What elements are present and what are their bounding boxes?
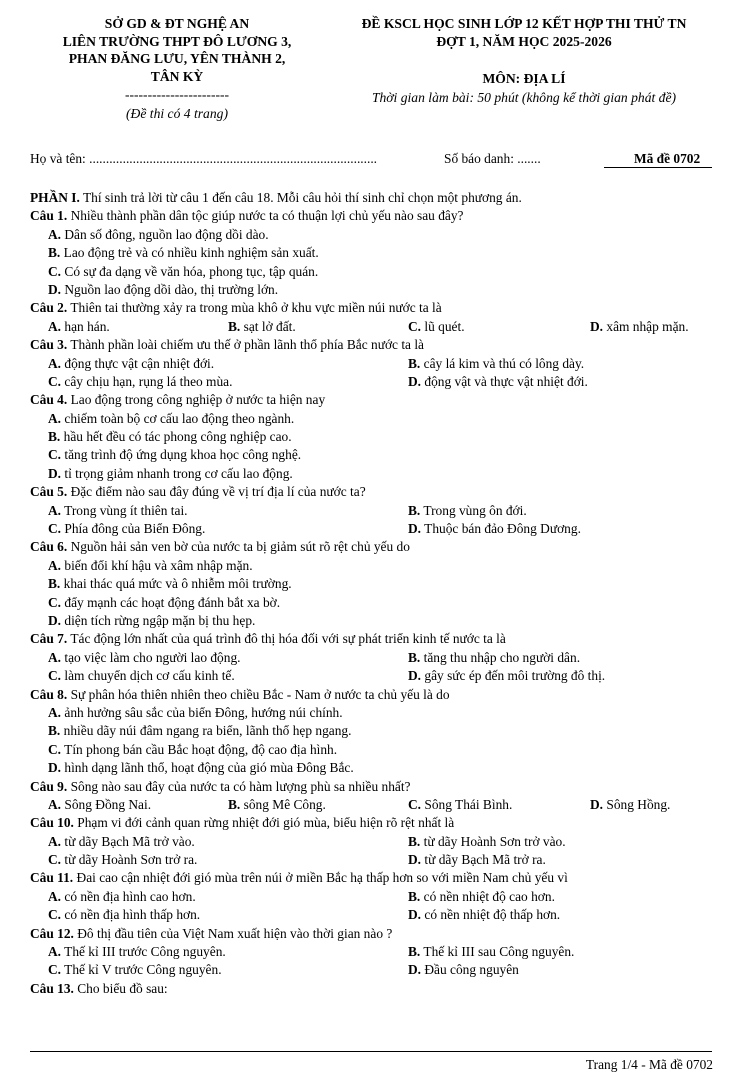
question-text: Nguồn hải sản ven bờ của nước ta bị giảm sút rõ rệt chủ yếu do — [67, 539, 410, 555]
option-text: Phía đông của Biển Đông. — [64, 521, 206, 537]
school-name-line-2: PHAN ĐĂNG LƯU, YÊN THÀNH 2, — [68, 51, 286, 66]
answer-option[interactable] — [48, 502, 188, 520]
option-text: Nguồn lao động dồi dào, thị trường lớn. — [64, 281, 279, 297]
question-number: Câu 11. — [30, 870, 74, 886]
option-letter: D. — [408, 962, 422, 978]
answer-option[interactable] — [48, 851, 197, 869]
candidate-number-field: Số báo danh: ....... — [444, 151, 541, 166]
option-row — [30, 465, 720, 483]
answer-option[interactable] — [408, 649, 580, 667]
option-letter: B. — [408, 502, 421, 518]
option-text: Thế kỉ III sau Công nguyên. — [423, 944, 575, 960]
question-number: Câu 2. — [30, 300, 68, 316]
option-text: hầu hết đều có tác phong công nghiệp cao. — [63, 429, 292, 445]
question-number: Câu 12. — [30, 925, 74, 941]
answer-option[interactable] — [48, 558, 253, 573]
option-text: biến đổi khí hậu và xâm nhập mặn. — [64, 557, 253, 573]
option-letter: A. — [48, 888, 62, 904]
exam-duration: Thời gian làm bài: 50 phút (không kể thời gian phát đề) — [371, 89, 677, 105]
option-row — [30, 667, 720, 685]
page-footer: Trang 1/4 - Mã đề 0702 — [585, 1057, 713, 1072]
option-letter: B. — [48, 429, 61, 445]
answer-option[interactable] — [408, 833, 566, 851]
option-text: làm chuyển dịch cơ cấu kinh tế. — [64, 668, 235, 684]
answer-option[interactable] — [408, 906, 560, 924]
question-number: Câu 13. — [30, 980, 74, 996]
option-text: chiếm toàn bộ cơ cấu lao động theo ngành. — [64, 410, 295, 426]
school-name-line-1: LIÊN TRƯỜNG THPT ĐÔ LƯƠNG 3, — [62, 33, 292, 49]
option-text: có nền nhiệt độ cao hơn. — [423, 888, 555, 904]
option-text: có nền nhiệt độ thấp hơn. — [424, 907, 561, 923]
page-count-note: (Đề thi có 4 trang) — [126, 106, 228, 121]
question-stem — [30, 778, 720, 796]
option-text: khai thác quá mức và ô nhiễm môi trường. — [63, 576, 292, 592]
option-row — [30, 888, 720, 906]
option-row — [30, 520, 720, 538]
option-row — [30, 851, 720, 869]
answer-option[interactable] — [48, 943, 226, 961]
question-text: Đặc điểm nào sau đây đúng về vị trí địa lí của nước ta? — [67, 484, 366, 500]
option-text: Đầu công nguyên — [424, 962, 519, 978]
answer-option[interactable] — [48, 282, 278, 297]
option-text: sông Mê Công. — [243, 796, 326, 812]
answer-option[interactable] — [590, 318, 689, 336]
answer-option[interactable] — [408, 355, 584, 373]
option-row — [30, 575, 720, 593]
answer-option[interactable] — [48, 796, 151, 814]
answer-option[interactable] — [48, 411, 294, 426]
header-divider: ----------------------- — [124, 87, 230, 102]
option-row — [30, 263, 720, 281]
school-name-line-3: TÂN KỲ — [150, 68, 204, 84]
option-row — [30, 796, 720, 814]
exam-round: ĐỢT 1, NĂM HỌC 2025-2026 — [436, 33, 612, 49]
answer-option[interactable] — [48, 613, 255, 628]
school-header — [22, 15, 332, 123]
option-text: tăng trình độ ứng dụng khoa học công nghệ. — [64, 447, 302, 463]
exam-code: Mã đề 0702 — [604, 150, 712, 168]
option-row — [30, 741, 720, 759]
option-letter: C. — [48, 447, 62, 463]
option-text: Tín phong bán cầu Bắc hoạt động, độ cao địa hình. — [64, 741, 338, 757]
option-text: Thế kỉ V trước Công nguyên. — [64, 962, 222, 978]
question-stem — [30, 925, 720, 943]
answer-option[interactable] — [48, 888, 196, 906]
option-row — [30, 281, 720, 299]
answer-option[interactable] — [48, 595, 280, 610]
option-text: diện tích rừng ngập mặn bị thu hẹp. — [64, 612, 256, 628]
option-text: Thế kỉ III trước Công nguyên. — [64, 944, 226, 960]
option-row — [30, 502, 720, 520]
option-text: hạn hán. — [64, 318, 110, 334]
option-row — [30, 612, 720, 630]
answer-option[interactable] — [48, 245, 319, 260]
option-row — [30, 594, 720, 612]
option-letter: A. — [48, 796, 62, 812]
option-letter: B. — [48, 245, 61, 261]
question-stem — [30, 207, 720, 225]
question-number: Câu 4. — [30, 392, 68, 408]
answer-option[interactable] — [48, 760, 354, 775]
option-letter: C. — [48, 521, 62, 537]
exam-title: ĐỀ KSCL HỌC SINH LỚP 12 KẾT HỢP THI THỬ TN — [361, 16, 687, 31]
answer-option[interactable] — [48, 667, 235, 685]
option-text: Dân số đông, nguồn lao động dồi dào. — [64, 226, 269, 242]
answer-option[interactable] — [48, 576, 292, 591]
option-letter: B. — [48, 723, 61, 739]
option-text: cây chịu hạn, rụng lá theo mùa. — [64, 373, 233, 389]
option-row — [30, 704, 720, 722]
answer-option[interactable] — [48, 227, 269, 242]
candidate-name-field: Họ và tên: ...................................................................................... — [30, 151, 378, 166]
answer-option[interactable] — [48, 705, 343, 720]
option-text: Lao động trẻ và có nhiều kinh nghiệm sản xuất. — [63, 245, 319, 261]
option-letter: C. — [48, 668, 62, 684]
question-stem — [30, 980, 720, 998]
option-letter: B. — [48, 576, 61, 592]
answer-option[interactable] — [590, 796, 670, 814]
option-row — [30, 759, 720, 777]
option-text: động thực vật cận nhiệt đới. — [64, 355, 215, 371]
option-letter: C. — [48, 852, 62, 868]
option-row — [30, 428, 720, 446]
part-instruction — [30, 189, 720, 207]
option-row — [30, 649, 720, 667]
option-text: hình dạng lãnh thổ, hoạt động của gió mùa Đông Bắc. — [64, 760, 354, 776]
answer-option[interactable] — [408, 961, 519, 979]
option-text: có nền địa hình thấp hơn. — [64, 907, 201, 923]
option-letter: A. — [48, 557, 62, 573]
option-letter: D. — [408, 668, 422, 684]
answer-option[interactable] — [48, 355, 214, 373]
option-text: sạt lở đất. — [243, 318, 296, 334]
question-text: Sông nào sau đây của nước ta có hàm lượng phù sa nhiều nhất? — [67, 778, 411, 794]
answer-option[interactable] — [228, 318, 296, 336]
option-letter: C. — [48, 373, 62, 389]
answer-option[interactable] — [228, 796, 326, 814]
exam-header — [318, 15, 730, 106]
option-row — [30, 722, 720, 740]
question-stem — [30, 538, 720, 556]
option-text: lũ quét. — [424, 318, 465, 334]
option-letter: B. — [408, 888, 421, 904]
option-text: có nền địa hình cao hơn. — [64, 888, 196, 904]
option-row — [30, 410, 720, 428]
option-row — [30, 355, 720, 373]
option-letter: C. — [48, 907, 62, 923]
option-letter: A. — [48, 649, 62, 665]
part-text: Thí sinh trả lời từ câu 1 đến câu 18. Mỗi câu hỏi thí sinh chỉ chọn một phương án. — [79, 190, 522, 205]
option-letter: A. — [48, 226, 62, 242]
option-text: Sông Hồng. — [606, 796, 671, 812]
option-letter: A. — [48, 410, 62, 426]
answer-option[interactable] — [48, 742, 337, 757]
option-row — [30, 906, 720, 924]
option-letter: C. — [48, 962, 62, 978]
question-text: Thiên tai thường xảy ra trong mùa khô ở khu vực miền núi nước ta là — [67, 300, 442, 316]
option-letter: B. — [228, 796, 241, 812]
answer-option[interactable] — [408, 943, 574, 961]
question-text: Thành phần loài chiếm ưu thế ở phần lãnh thổ phía Bắc nước ta là — [67, 337, 424, 353]
question-number: Câu 1. — [30, 208, 68, 224]
option-letter: D. — [408, 907, 422, 923]
option-letter: A. — [48, 355, 62, 371]
question-number: Câu 7. — [30, 631, 68, 647]
option-letter: D. — [48, 760, 62, 776]
question-stem — [30, 630, 720, 648]
option-letter: B. — [408, 649, 421, 665]
option-text: gây sức ép đến môi trường đô thị. — [424, 668, 606, 684]
option-letter: B. — [408, 355, 421, 371]
question-text: Nhiều thành phần dân tộc giúp nước ta có thuận lợi chủ yếu nào sau đây? — [67, 208, 464, 224]
footer-divider — [30, 1051, 712, 1052]
option-letter: D. — [408, 521, 422, 537]
question-number: Câu 5. — [30, 484, 68, 500]
option-letter: D. — [590, 796, 604, 812]
option-letter: B. — [408, 833, 421, 849]
question-text: Lao động trong công nghiệp ở nước ta hiện nay — [67, 392, 326, 408]
option-text: từ dãy Bạch Mã trở ra. — [424, 852, 546, 868]
question-number: Câu 8. — [30, 686, 68, 702]
exam-content — [30, 189, 720, 998]
option-text: Sông Đồng Nai. — [64, 796, 152, 812]
option-letter: D. — [408, 852, 422, 868]
answer-option[interactable] — [408, 667, 605, 685]
question-text: Đai cao cận nhiệt đới gió mùa trên núi ở miền Bắc hạ thấp hơn so với miền Nam chủ yếu vì — [73, 870, 568, 886]
answer-option[interactable] — [408, 502, 527, 520]
option-letter: A. — [48, 944, 62, 960]
answer-option[interactable] — [48, 429, 292, 444]
option-text: ảnh hưởng sâu sắc của biển Đông, hướng núi chính. — [64, 704, 343, 720]
answer-option[interactable] — [48, 723, 351, 738]
option-text: động vật và thực vật nhiệt đới. — [424, 373, 588, 389]
option-text: tạo việc làm cho người lao động. — [64, 649, 241, 665]
option-row — [30, 244, 720, 262]
option-letter: C. — [48, 263, 62, 279]
option-text: nhiều dãy núi đâm ngang ra biển, lãnh thổ hẹp ngang. — [63, 723, 352, 739]
answer-option[interactable] — [48, 264, 318, 279]
option-row — [30, 318, 720, 336]
option-row — [30, 557, 720, 575]
answer-option[interactable] — [48, 466, 293, 481]
answer-option[interactable] — [48, 833, 195, 851]
option-text: từ dãy Hoành Sơn trở vào. — [423, 833, 566, 849]
option-row — [30, 446, 720, 464]
option-letter: C. — [48, 741, 62, 757]
option-row — [30, 943, 720, 961]
option-text: Trong vùng ôn đới. — [423, 502, 527, 518]
question-number: Câu 3. — [30, 337, 68, 353]
answer-option[interactable] — [48, 373, 232, 391]
option-letter: C. — [408, 318, 422, 334]
option-letter: C. — [408, 796, 422, 812]
exam-subject: MÔN: ĐỊA LÍ — [482, 71, 566, 86]
option-letter: D. — [48, 612, 62, 628]
option-text: cây lá kim và thú có lông dày. — [423, 355, 585, 371]
option-row — [30, 226, 720, 244]
answer-option[interactable] — [48, 649, 241, 667]
question-stem — [30, 336, 720, 354]
answer-option[interactable] — [48, 447, 301, 462]
option-text: đẩy mạnh các hoạt động đánh bắt xa bờ. — [64, 594, 281, 610]
answer-option[interactable] — [48, 318, 110, 336]
option-letter: B. — [408, 944, 421, 960]
department-name: SỞ GD & ĐT NGHỆ AN — [104, 16, 250, 31]
option-text: tăng thu nhập cho người dân. — [423, 649, 581, 665]
option-row — [30, 833, 720, 851]
question-number: Câu 10. — [30, 815, 74, 831]
option-letter: A. — [48, 502, 62, 518]
answer-option[interactable] — [408, 318, 465, 336]
option-row — [30, 961, 720, 979]
option-text: Trong vùng ít thiên tai. — [64, 502, 188, 518]
question-stem — [30, 686, 720, 704]
option-letter: A. — [48, 833, 62, 849]
option-letter: D. — [590, 318, 604, 334]
answer-option[interactable] — [408, 520, 581, 538]
answer-option[interactable] — [408, 373, 588, 391]
option-letter: B. — [228, 318, 241, 334]
option-text: tỉ trọng giảm nhanh trong cơ cấu lao động. — [64, 465, 293, 481]
question-text: Sự phân hóa thiên nhiên theo chiều Bắc - Nam ở nước ta chủ yếu là do — [67, 686, 450, 702]
option-letter: A. — [48, 318, 62, 334]
option-text: Sông Thái Bình. — [424, 796, 513, 812]
option-letter: A. — [48, 704, 62, 720]
question-stem — [30, 483, 720, 501]
option-text: từ dãy Hoành Sơn trở ra. — [64, 852, 198, 868]
answer-option[interactable] — [48, 906, 200, 924]
candidate-info — [30, 150, 712, 168]
answer-option[interactable] — [408, 888, 555, 906]
question-text: Phạm vi đới cảnh quan rừng nhiệt đới gió mùa, biểu hiện rõ rệt nhất là — [73, 815, 455, 831]
question-stem — [30, 869, 720, 887]
answer-option[interactable] — [48, 520, 205, 538]
option-text: Thuộc bán đảo Đông Dương. — [424, 521, 581, 537]
option-letter: D. — [48, 281, 62, 297]
answer-option[interactable] — [408, 851, 546, 869]
question-stem — [30, 299, 720, 317]
question-text: Tác động lớn nhất của quá trình đô thị hóa đối với sự phát triển kinh tế nước ta là — [67, 631, 506, 647]
option-text: từ dãy Bạch Mã trở vào. — [64, 833, 195, 849]
part-label: PHẦN I. — [30, 190, 80, 205]
answer-option[interactable] — [408, 796, 512, 814]
question-number: Câu 6. — [30, 539, 68, 555]
question-text: Đô thị đầu tiên của Việt Nam xuất hiện vào thời gian nào ? — [73, 925, 393, 941]
question-number: Câu 9. — [30, 778, 68, 794]
question-text: Cho biểu đồ sau: — [73, 980, 168, 996]
option-text: xâm nhập mặn. — [606, 318, 689, 334]
question-stem — [30, 814, 720, 832]
question-stem — [30, 391, 720, 409]
option-letter: D. — [408, 373, 422, 389]
answer-option[interactable] — [48, 961, 222, 979]
option-row — [30, 373, 720, 391]
option-letter: D. — [48, 465, 62, 481]
option-letter: C. — [48, 594, 62, 610]
option-text: Có sự đa dạng về văn hóa, phong tục, tập quán. — [64, 263, 319, 279]
